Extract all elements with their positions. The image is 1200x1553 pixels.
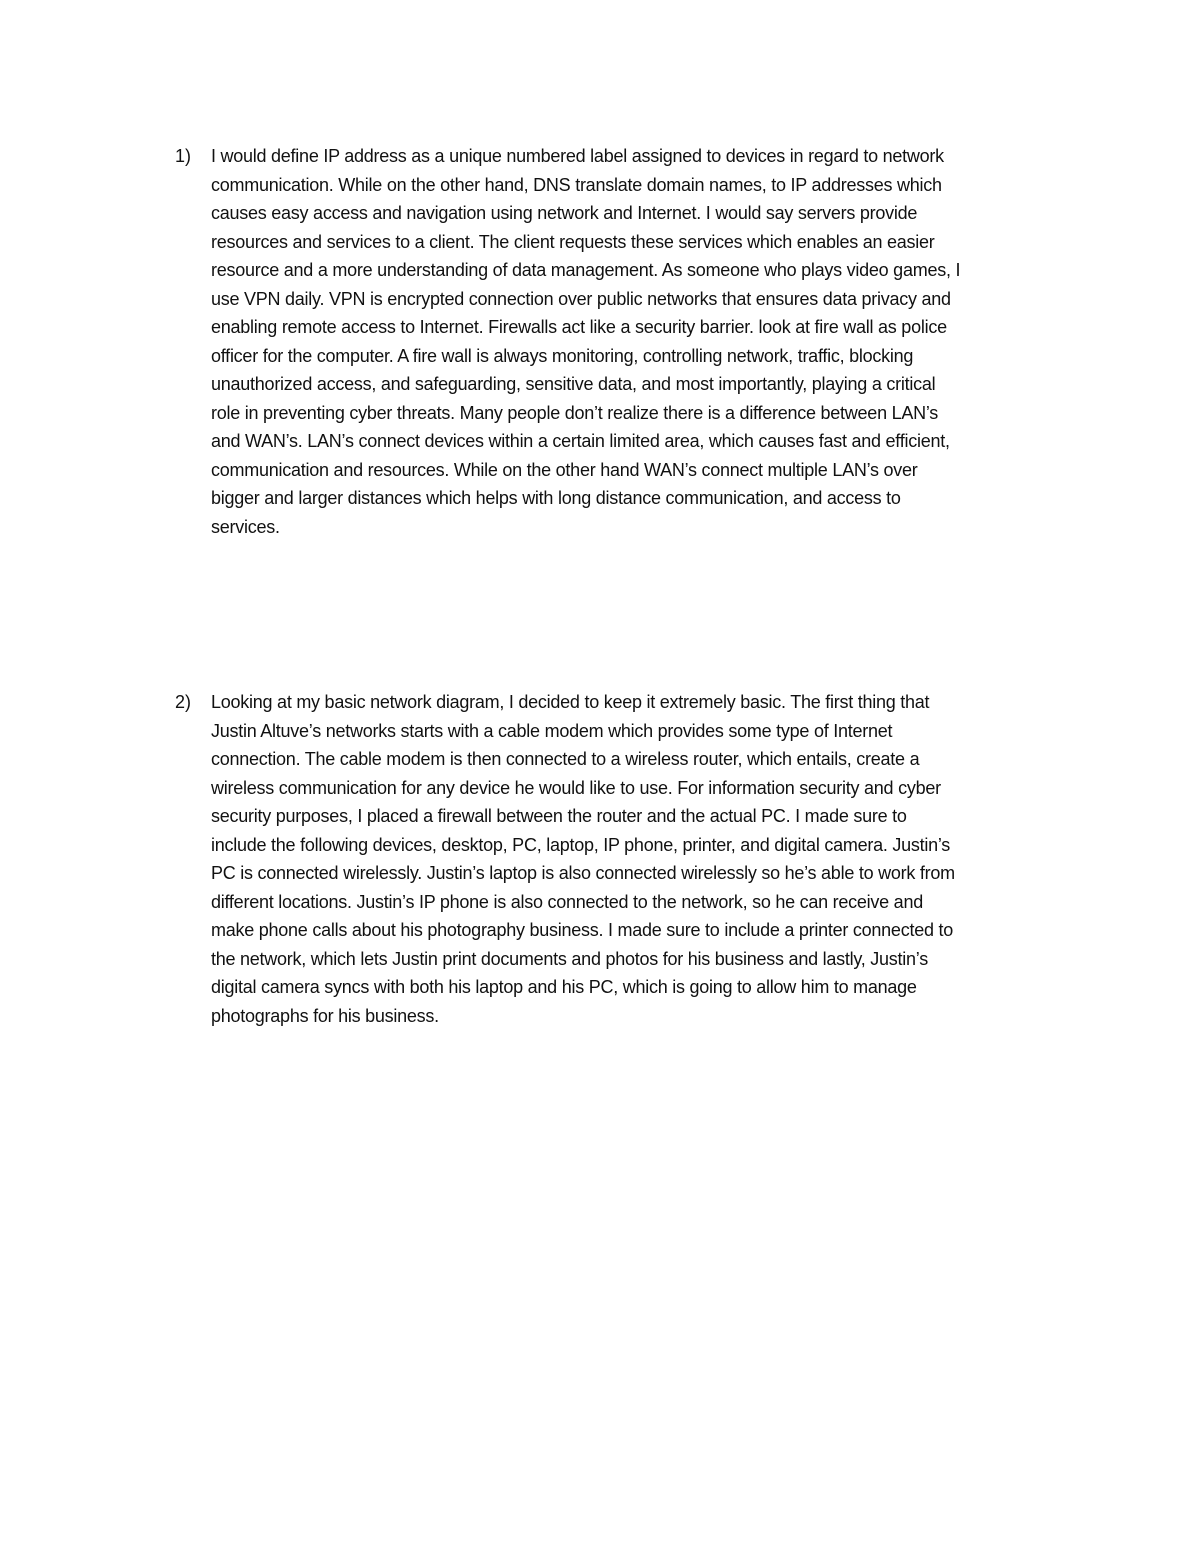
paragraph-line: include the following devices, desktop, PC, laptop, IP phone, printer, and digital camera. Justin’s	[211, 834, 951, 855]
paragraph-line: PC is connected wirelessly. Justin’s laptop is also connected wirelessly so he’s able to work from	[211, 863, 955, 883]
paragraph-line: different locations. Justin’s IP phone is also connected to the network, so he can receive and	[211, 891, 923, 912]
paragraph-line: bigger and larger distances which helps with long distance communication, and access to	[211, 488, 901, 508]
paragraph-line: officer for the computer. A fire wall is always monitoring, controlling network, traffic, blocking	[211, 345, 914, 366]
list-item-number: 1)	[175, 146, 192, 166]
paragraph-line: make phone calls about his photography business. I made sure to include a printer connected to	[211, 920, 953, 940]
list-item-number: 2)	[175, 692, 192, 712]
paragraph-line: unauthorized access, and safeguarding, sensitive data, and most importantly, playing a critical	[211, 374, 936, 394]
paragraph	[211, 688, 1071, 1030]
paragraph	[211, 142, 1071, 541]
paragraph-line: resource and a more understanding of data management. As someone who plays video games, I	[211, 260, 961, 280]
paragraph-line: enabling remote access to Internet. Firewalls act like a security barrier. look at fire wall as police	[211, 317, 947, 337]
paragraph-line: security purposes, I placed a firewall between the router and the actual PC. I made sure to	[211, 806, 907, 826]
paragraph-line: causes easy access and navigation using network and Internet. I would say servers provide	[211, 203, 918, 223]
paragraph-line: I would define IP address as a unique numbered label assigned to devices in regard to network	[211, 146, 944, 166]
paragraph-line: resources and services to a client. The client requests these services which enables an easier	[211, 231, 935, 252]
paragraph-line: communication and resources. While on the other hand WAN’s connect multiple LAN’s over	[211, 459, 918, 480]
paragraph-line: Looking at my basic network diagram, I decided to keep it extremely basic. The first thing that	[211, 692, 930, 712]
paragraph-line: digital camera syncs with both his laptop and his PC, which is going to allow him to manage	[211, 977, 917, 997]
paragraph-line: Justin Altuve’s networks starts with a cable modem which provides some type of Internet	[211, 720, 893, 741]
paragraph-line: the network, which lets Justin print documents and photos for his business and lastly, Justin’s	[211, 948, 928, 969]
paragraph-line: photographs for his business.	[211, 1005, 439, 1026]
paragraph-line: communication. While on the other hand, DNS translate domain names, to IP addresses which	[211, 174, 942, 195]
paragraph-line: connection. The cable modem is then connected to a wireless router, which entails, create a	[211, 749, 920, 769]
paragraph-line: services.	[211, 516, 280, 537]
paragraph-line: role in preventing cyber threats. Many people don’t realize there is a difference between LAN’s	[211, 402, 939, 423]
paragraph-line: and WAN’s. LAN’s connect devices within a certain limited area, which causes fast and efficient,	[211, 431, 950, 451]
paragraph-line: use VPN daily. VPN is encrypted connection over public networks that ensures data privacy and	[211, 288, 951, 309]
paragraph-line: wireless communication for any device he would like to use. For information security and cyber	[211, 777, 941, 798]
